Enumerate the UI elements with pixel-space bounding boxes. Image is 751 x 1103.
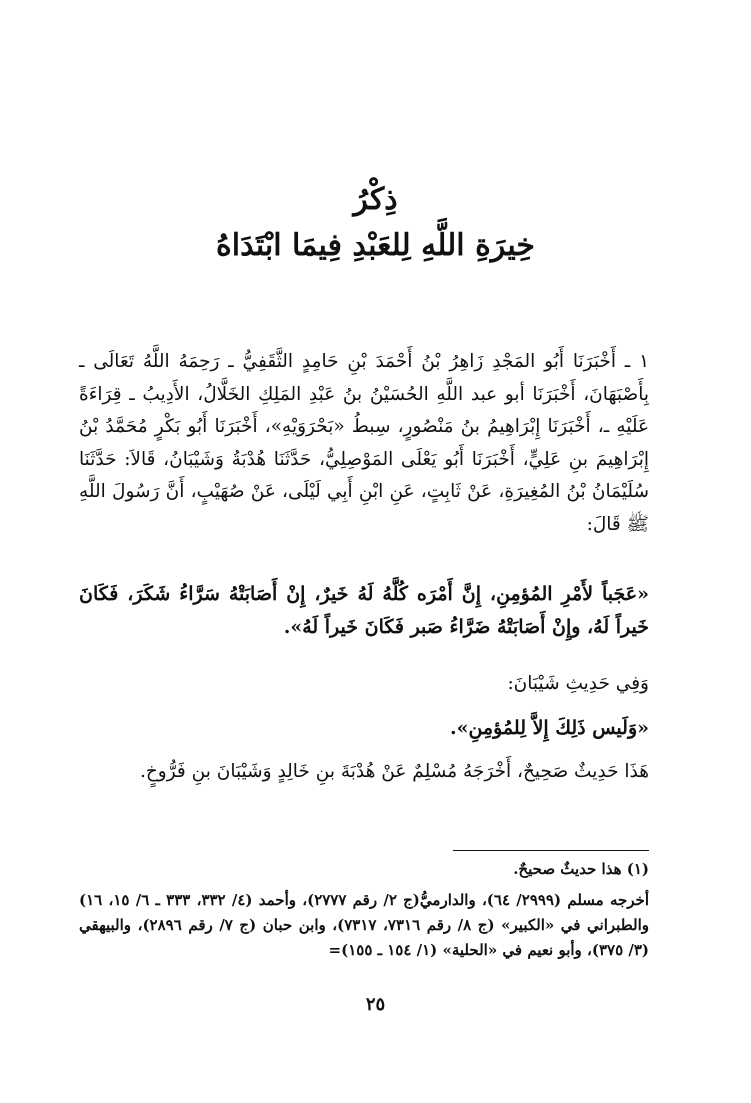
chapter-label: ذِكْرُ xyxy=(353,182,398,217)
hadith-text-paragraph: «عَجَباً لأَمْرِ المُؤمِنِ، إِنَّ أَمْرَه كُلَّهُ لَهُ خَيرٌ، إِنْ أَصَابَتْهُ سَرَّاءُ شَكَرَ، فَكَانَ خَيراً لَهُ، وإِنْ أَصَابَتْهُ ضَرَّاءُ صَبر فَكَانَ خَيراً لَهُ». xyxy=(79,583,649,638)
hadith-chain-paragraph: ١ ـ أَخْبَرَنَا أَبُو المَجْدِ زَاهِرُ بْنُ أَحْمَدَ بْنِ حَامِدٍ الثَّقَفِيُّ ـ رَحِمَهُ اللَّهُ تَعَالَى ـ بِأَصْبَهَانَ، أَخْبَرَنَا أبو عبد اللَّهِ الحُسَيْنُ بنُ عَبْدِ المَلِكِ الخَلَّالُ، الأَدِيبُ ـ قِرَاءَةً عَلَيْهِ ـ، أَخْبَرَنَا إِبْرَاهِيمُ بنُ مَنْصُورٍ، سِبطُ «بَحْرَوَيْهِ»، أَخْبَرَنَا أَبُو بَكْرٍ مُحَمَّدُ بْنُ إِبْرَاهِيمَ بنِ عَلِيٍّ، أَخْبَرَنَا أَبُو يَعْلَى المَوْصِلِيُّ، حَدَّثَنَا هُدْبَةُ وَشَيْبَانُ، قَالاَ: حَدَّثَنَا سُلَيْمَانُ بْنُ المُغِيرَةِ، عَنْ ثَابِتٍ، عَنِ ابْنِ أَبِي لَيْلَى، عَنْ صُهَيْبٍ، أَنَّ رَسُولَ اللَّهِ ﷺ قَالَ: xyxy=(79,351,649,535)
variant-text-paragraph: «وَلَيس ذَلِكَ إِلاَّ لِلمُؤمِنِ». xyxy=(449,717,649,739)
chapter-title: خِيرَةِ اللَّهِ لِلعَبْدِ فِيمَا ابْتَدَاهُ xyxy=(216,228,535,263)
footnote-divider xyxy=(453,850,649,851)
footnote-heading: (١) هذا حديثٌ صحيحٌ. xyxy=(513,860,649,878)
footnote-text: أخرجه مسلم (٢٩٩٩/ ٦٤)، والدارميُّ(ج ٢/ رقم ٢٧٧٧)، وأحمد (٤/ ٣٣٢، ٣٣٣ ـ ٦/ ١٥، ١٦) والطبراني في «الكبير» (ج ٨/ رقم ٧٣١٦، ٧٣١٧)، وابن حبان (ج ٧/ رقم ٢٨٩٦)، والبيهقي (٣/ ٣٧٥)، وأبو نعيم في «الحلية» (١/ ١٥٤ ـ ١٥٥)= xyxy=(79,891,649,959)
variant-intro-paragraph: وَفِي حَدِيثِ شَيْبَانَ: xyxy=(507,673,649,694)
grading-paragraph: هَذَا حَدِيثٌ صَحِيحٌ، أَخْرَجَهُ مُسْلِمٌ عَنْ هُدْبَةَ بنِ خَالِدٍ وَشَيْبَانَ بنِ فَرُّوخٍ. xyxy=(139,761,649,782)
page-number: ٢٥ xyxy=(365,994,386,1015)
